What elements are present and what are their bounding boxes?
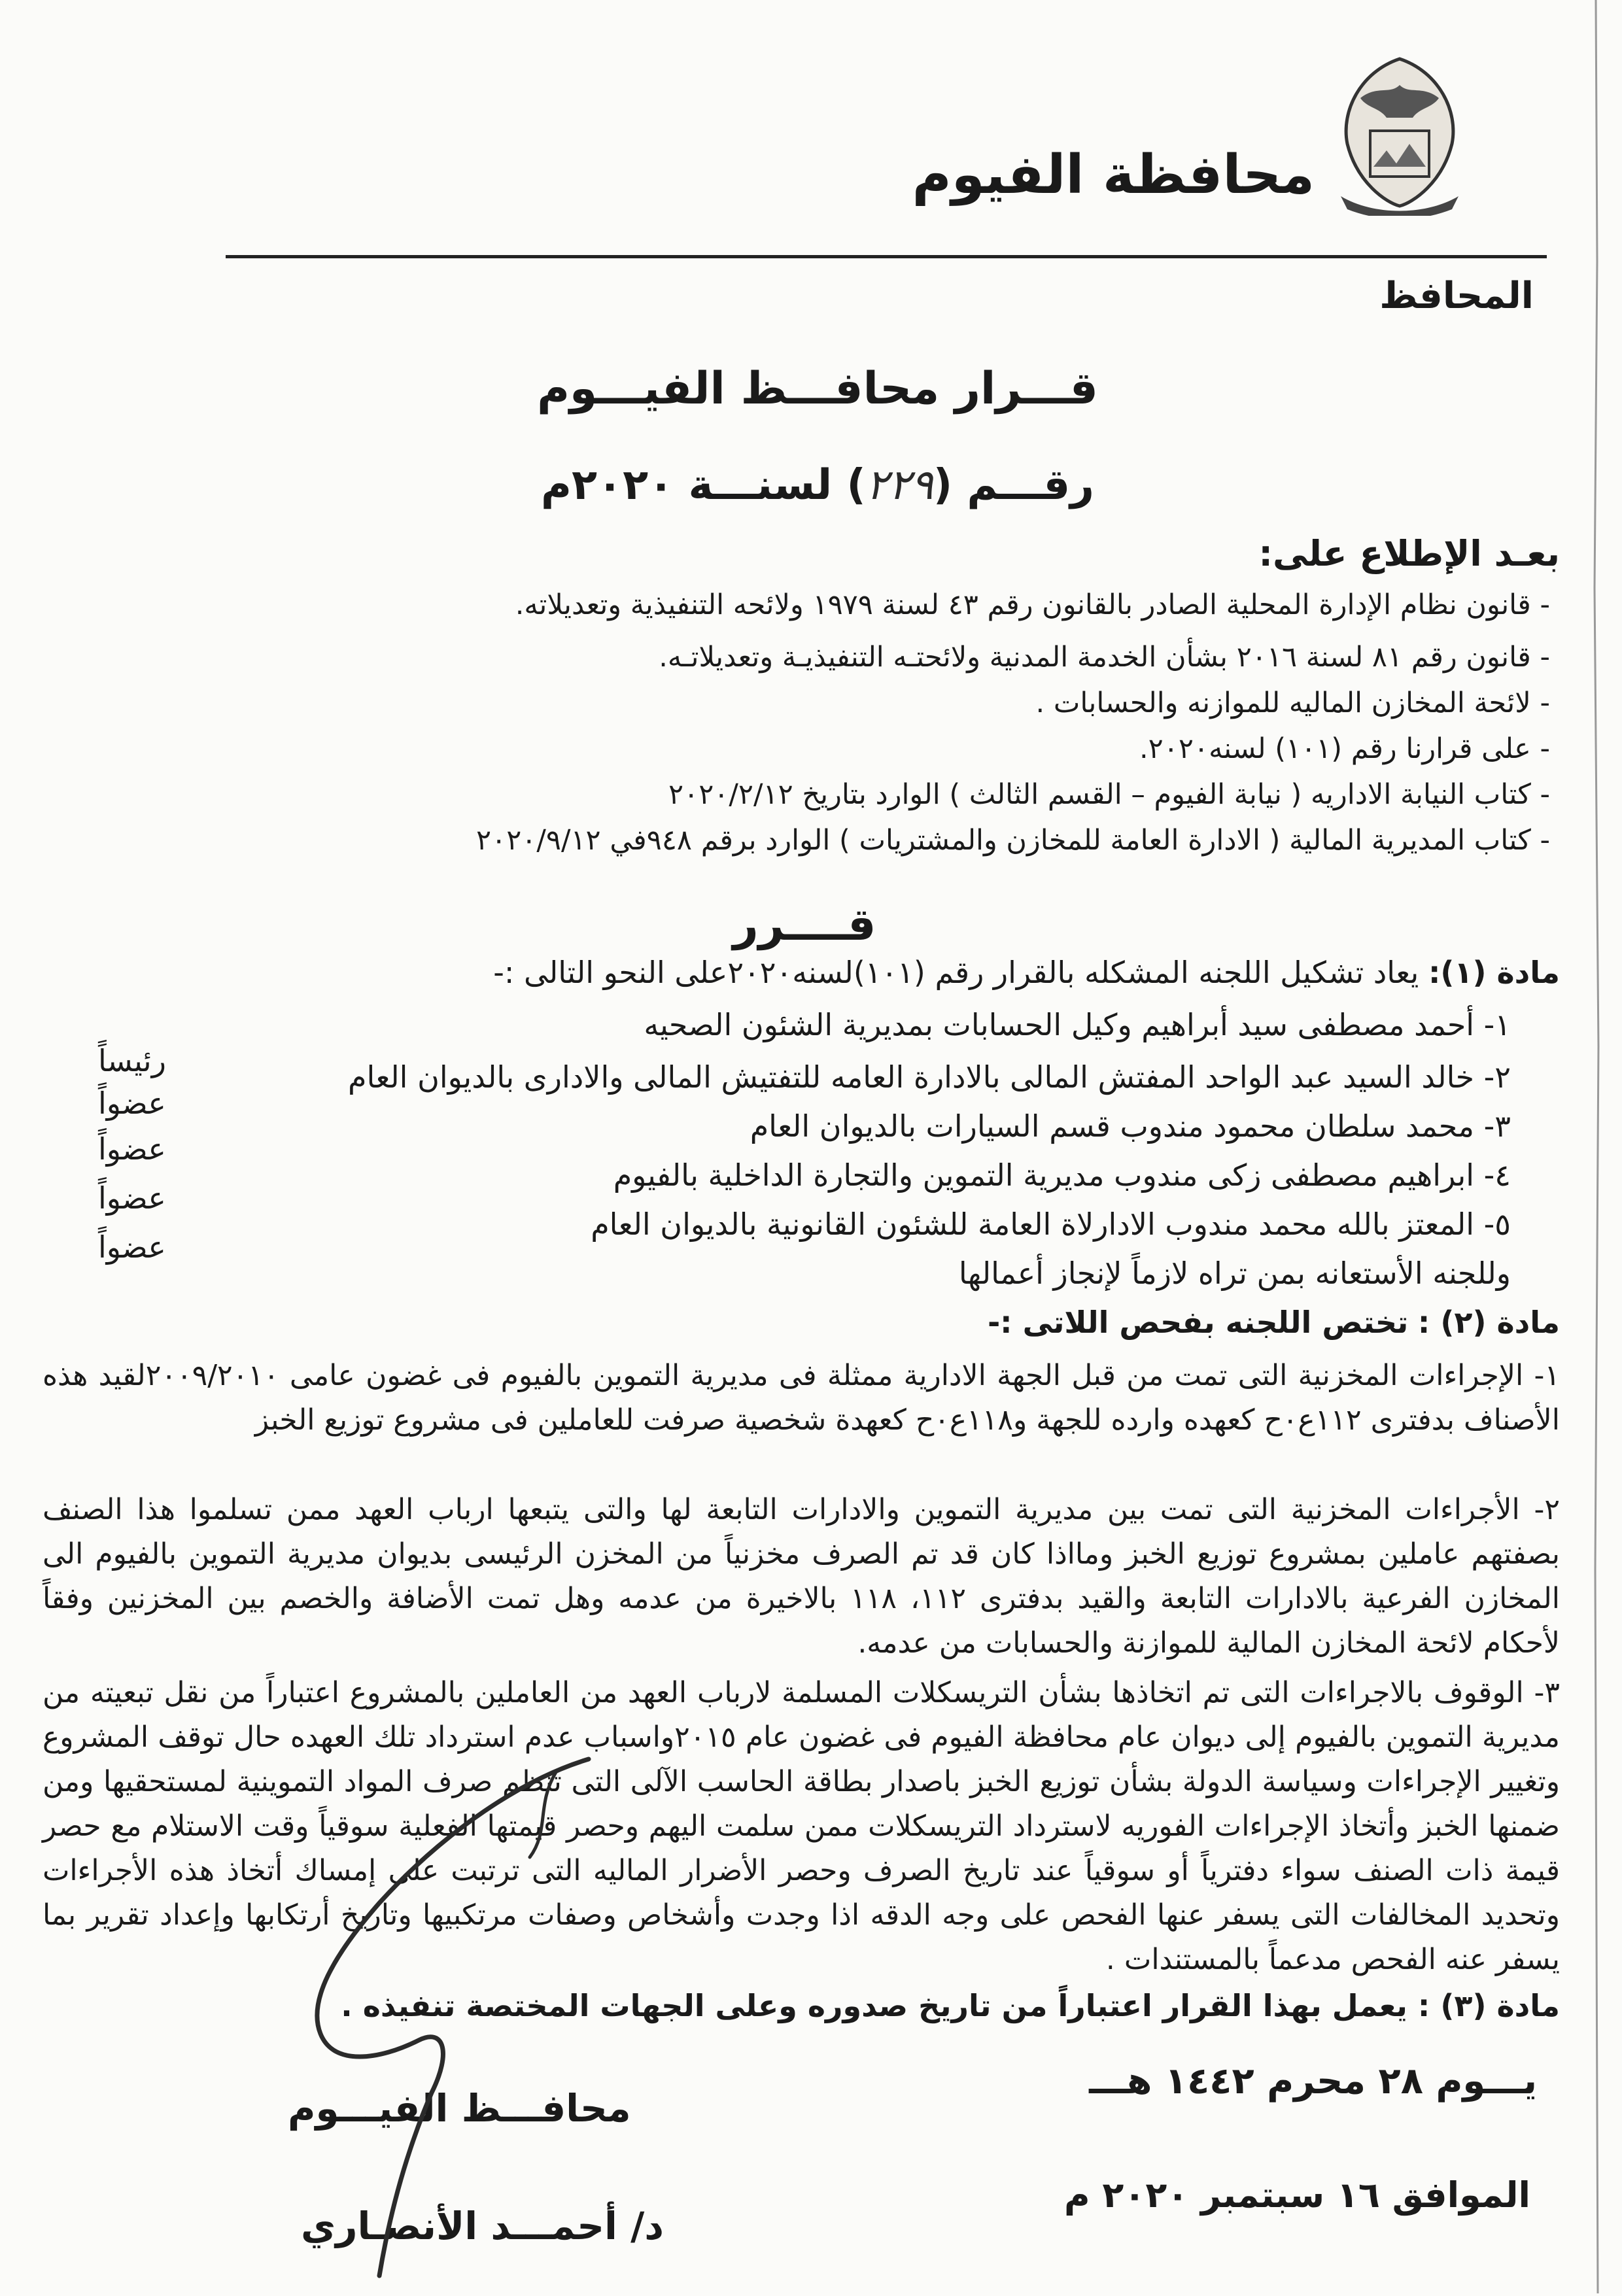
article-3-text: يعمل بهذا القرار اعتباراً من تاريخ صدوره وعلى الجهات المختصة تنفيذه . xyxy=(341,1988,1407,2023)
article-1-closing: وللجنه الأستعانه بمن تراه لازماً لإنجاز أعمالها xyxy=(958,1256,1511,1291)
handwritten-signature xyxy=(249,1753,615,2289)
article-2-item: ٣- الوقوف بالاجراءات التى تم اتخاذها بشأن التريسكلات المسلمة لارباب العهد من العاملين بالمشروع اعتباراً من نقل تبعيته من مديرية التموين بالفيوم إلى ديوان عام محافظة الفيوم فى غضون عام ٢٠١٥واسباب عدم استرداد تلك العهده حال توقف المشروع وتغيير الإجراءات وسياسة الدولة بشأن توزيع الخبز باصدار بطاقة الحاسب الآلى التى تنظم صرف المواد التموينية لمستحقيها ومن ضمنها الخبز وأتخاذ الإجراءات الفوريه لاسترداد التريسكلات ممن سلمت اليهم وحصر قيمتها الفعلية سوقياً وقت الاستلام مع حصر قيمة ذات الصنف سواء دفترياً أو سوقياً عند تاريخ الصرف وحصر الأضرار الماليه التى ترتبت على إمساك أتخاذ هذه الأجراءات وتحديد المخالفات التى يسفر عنها الفحص على وجه الدقه اذا وجدت وأشخاص وصفات مرتكبيها وتاريخ أرتكابها وإعداد تقرير بما يسفر عنه الفحص مدعماً بالمستندات . xyxy=(43,1676,1560,1976)
reference-item: - قانون نظام الإدارة المحلية الصادر بالقانون رقم ٤٣ لسنة ١٩٧٩ ولائحه التنفيذية وتعديلاته. xyxy=(515,589,1550,621)
date-hijri: يـــوم ٢٨ محرم ١٤٤٢ هـــ xyxy=(1089,2060,1537,2102)
after-review-heading: بعـد الإطلاع على: xyxy=(1258,533,1560,574)
eagle-emblem-icon xyxy=(1321,46,1478,216)
governorate-logo xyxy=(1321,46,1478,216)
member-role: عضواً xyxy=(98,1229,166,1265)
member-line: ٢- خالد السيد عبد الواحد المفتش المالى بالادارة العامه للتفتيش المالى والادارى بالديوان العام xyxy=(347,1059,1511,1095)
governorate-name: محافظة الفيوم xyxy=(912,144,1315,206)
scan-edge xyxy=(1583,0,1609,2293)
reference-item: - قانون رقم ٨١ لسنة ٢٠١٦ بشأن الخدمة المدنية ولائحتـه التنفيذيـة وتعديلاتـه. xyxy=(659,641,1550,674)
reference-item: - كتاب المديرية المالية ( الادارة العامة للمخازن والمشتريات ) الوارد برقم ٩٤٨في ٢٠٢٠/٩/١٢ xyxy=(476,824,1550,857)
article-1-label: مادة (١): xyxy=(1428,955,1560,990)
reference-item: - لائحة المخازن الماليه للموازنه والحسابات . xyxy=(1035,687,1550,719)
signatory-title: محافـــظ الفيـــوم xyxy=(288,2086,631,2131)
member-role: عضواً xyxy=(98,1180,166,1216)
decision-number-handwritten: ٢٢٩ xyxy=(865,461,933,509)
member-line: ٥- المعتز بالله محمد مندوب الادارلاة العامة للشئون القانونية بالديوان العام xyxy=(591,1207,1511,1242)
member-line: ٣- محمد سلطان محمود مندوب قسم السيارات بالديوان العام xyxy=(750,1108,1511,1144)
member-role: رئيساً xyxy=(98,1043,166,1078)
member-line: ١- أحمد مصطفى سيد أبراهيم وكيل الحسابات بمديرية الشئون الصحيه xyxy=(644,1007,1511,1042)
article-2-item: ٢- الأجراءات المخزنية التى تمت بين مديرية التموين والادارات التابعة لها والتى يتبعها ارباب العهد ممن تسلموا هذا الصنف بصفتهم عاملين بمشروع توزيع الخبز ومااذا كان قد تم الصرف مخزنياً من المخزن الرئيسى بديوان مديرية التموين بالفيوم الى المخازن الفرعية بالادارات التابعة والقيد بدفترى ١١٢، ١١٨ بالاخيرة من عدمه وهل تمت الأضافة والخصم بين المخزنين وفقاً لأحكام لائحة المخازن المالية للموازنة والحسابات من عدمه. xyxy=(43,1493,1561,1660)
member-line: ٤- ابراهيم مصطفى زكى مندوب مديرية التموين والتجارة الداخلية بالفيوم xyxy=(613,1157,1511,1193)
signatory-name: د/ أحمـــد الأنصـاري xyxy=(301,2204,664,2248)
decision-number-suffix: ) لسنـــة ٢٠٢٠م xyxy=(541,461,866,509)
article-2-label: مادة (٢) : xyxy=(1417,1305,1560,1340)
header-divider xyxy=(226,255,1547,258)
member-role: عضواً xyxy=(98,1131,166,1167)
article-2-header xyxy=(3,1305,1560,1340)
date-gregorian: الموافق ١٦ سبتمبر ٢٠٢٠ م xyxy=(1064,2174,1530,2216)
article-2-text: تختص اللجنه بفحص اللاتى :- xyxy=(988,1305,1409,1340)
decision-number-prefix: رقـــم ( xyxy=(933,461,1094,509)
decided-heading: قــــرر xyxy=(733,899,876,951)
reference-item: - كتاب النيابة الاداريه ( نيابة الفيوم – القسم الثالث ) الوارد بتاريخ ٢٠٢٠/٢/١٢ xyxy=(668,778,1550,811)
article-3 xyxy=(3,1988,1560,2023)
article-3-label: مادة (٣) : xyxy=(1417,1988,1560,2023)
reference-item: - على قرارنا رقم (١٠١) لسنه٢٠٢٠. xyxy=(1139,732,1550,765)
decision-title: قـــرار محافـــظ الفيـــوم xyxy=(537,363,1098,415)
office-title: المحافظ xyxy=(1379,275,1534,317)
article-2-item: ١- الإجراءات المخزنية التى تمت من قبل الجهة الادارية ممثلة فى مديرية التموين بالفيوم فى غضون عامى ٢٠٠٩/٢٠١٠لقيد هذه الأصناف بدفترى ١١٢ع٠ح كعهده وارده للجهة و١١٨ع٠ح كعهدة شخصية صرفت للعاملين فى مشروع توزيع الخبز xyxy=(43,1359,1560,1437)
article-1-text: يعاد تشكيل اللجنه المشكله بالقرار رقم (١٠١)لسنه٢٠٢٠على النحو التالى :- xyxy=(493,955,1419,990)
member-role: عضواً xyxy=(98,1086,166,1121)
article-1-header xyxy=(3,955,1560,990)
decision-number-line xyxy=(392,461,1243,509)
